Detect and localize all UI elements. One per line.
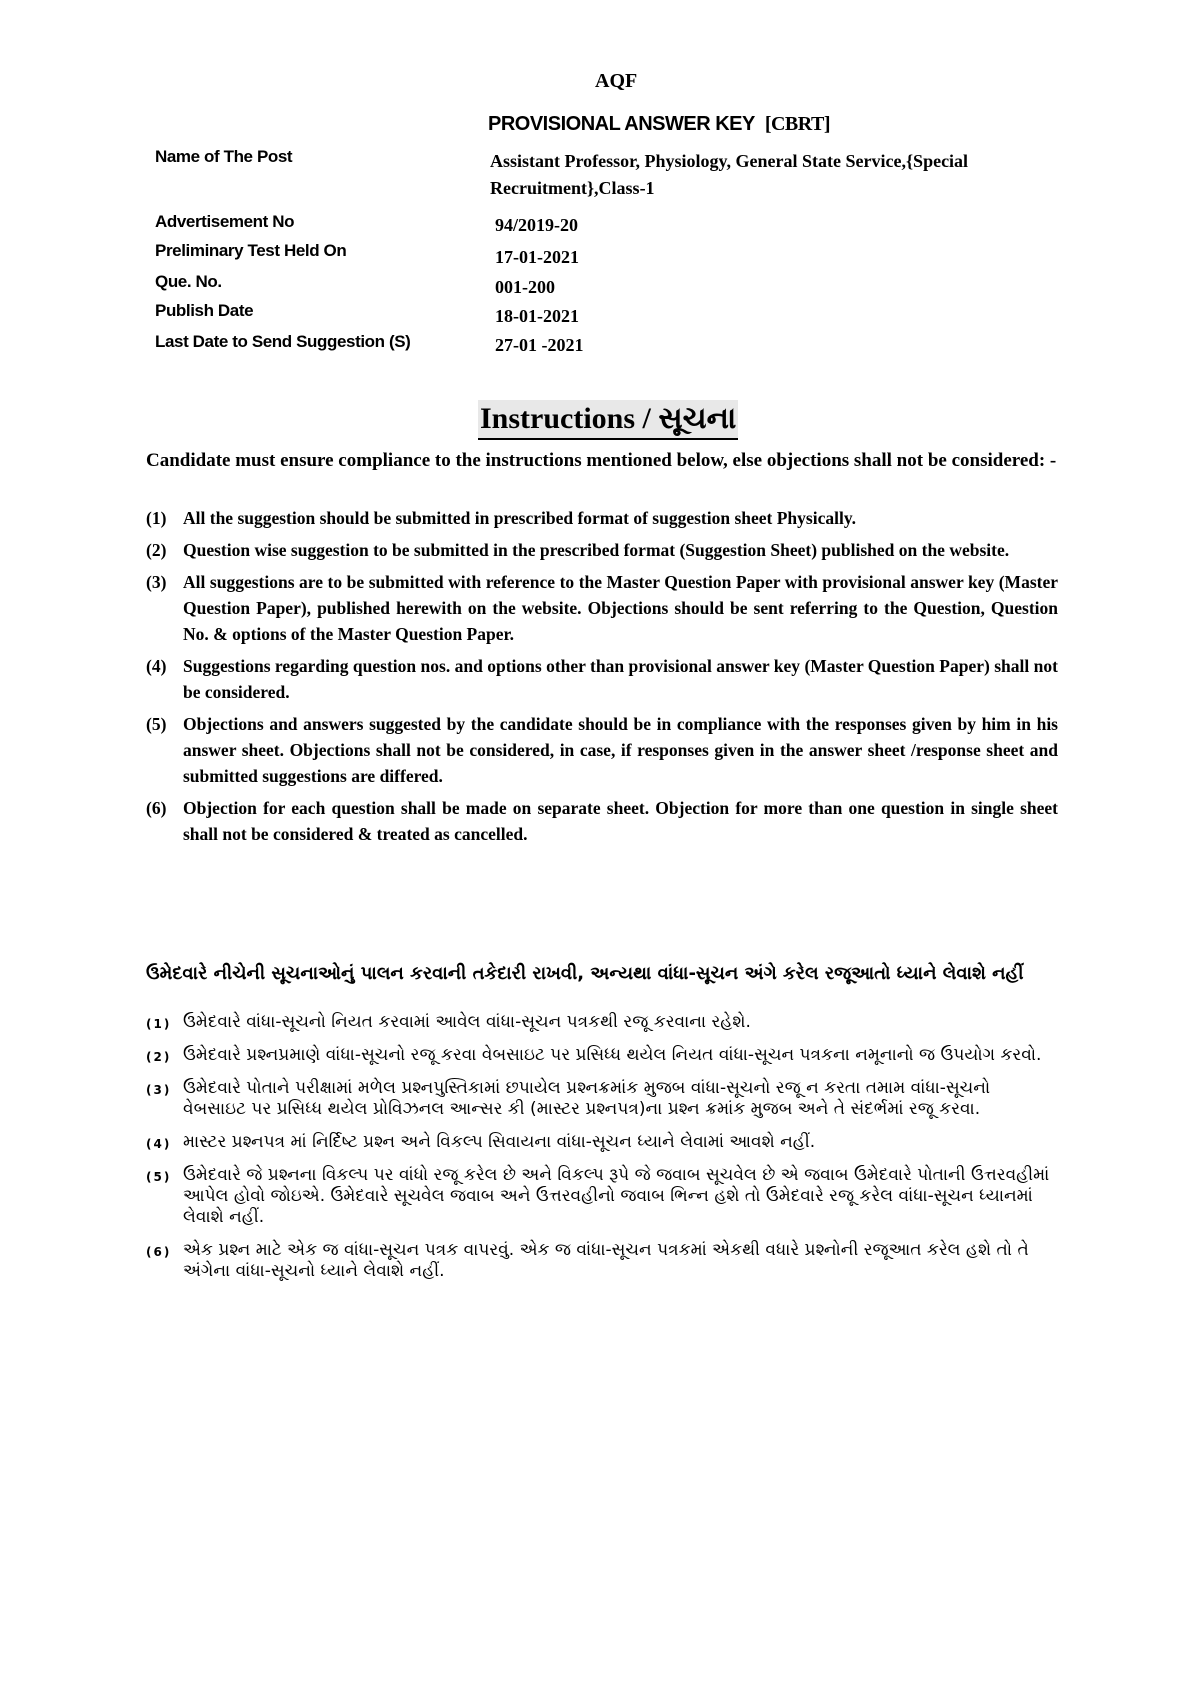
- details-value: Assistant Professor, Physiology, General State Service,{Special Recruitment},Class-1: [490, 151, 969, 198]
- gujarati-instruction-item: [146, 1078, 1058, 1120]
- details-row: [155, 241, 1085, 272]
- instruction-item: [146, 711, 1058, 789]
- gujarati-instruction-text: ઉમેદવારે પોતાને પરીક્ષામાં મળેલ પ્રશ્નપુસ્તિકામાં છપાયેલ પ્રશ્નક્રમાંક મુજબ વાંધા-સૂચનો રજૂ ન કરતા તમામ વાંધા-સૂચનો વેબસાઇટ પર પ્રસિધ્ધ થયેલ પ્રોવિઝનલ આન્સર કી (માસ્ટર પ્રશ્નપત્ર)ના પ્રશ્ન ક્રમાંક મુજબ અને તે સંદર્ભમાં રજૂ કરવા.: [183, 1078, 991, 1119]
- gujarati-instruction-text: માસ્ટર પ્રશ્નપત્ર માં નિર્દિષ્ટ પ્રશ્ન અને વિકલ્પ સિવાયના વાંધા-સૂચન ધ્યાને લેવામાં આવશે નહીં.: [183, 1132, 816, 1152]
- gujarati-instructions-heading: ઉમેદવારે નીચેની સૂચનાઓનું પાલન કરવાની તકેદારી રાખવી, અન્યથા વાંધા-સૂચન અંગે કરેલ રજૂઆતો ધ્યાને લેવાશે નહીં: [146, 963, 1024, 984]
- gujarati-instruction-text: એક પ્રશ્ન માટે એક જ વાંધા-સૂચન પત્રક વાપરવું. એક જ વાંધા-સૂચન પત્રકમાં એકથી વધારે પ્રશ્નોની રજૂઆત કરેલ હશે તો તે અંગેના વાંધા-સૂચનો ધ્યાને લેવાશે નહીં.: [183, 1240, 1029, 1281]
- gujarati-instruction-item: [146, 1045, 1058, 1066]
- gujarati-instruction-text: ઉમેદવારે વાંધા-સૂચનો નિયત કરવામાં આવેલ વાંધા-સૂચન પત્રકથી રજૂ કરવાના રહેશે.: [183, 1012, 751, 1032]
- details-table: [155, 147, 1085, 361]
- gujarati-instruction-item: [146, 1132, 1058, 1153]
- instruction-number: (3): [146, 572, 167, 592]
- gujarati-instruction-number: (4): [146, 1137, 172, 1151]
- details-value: 27-01 -2021: [495, 335, 584, 355]
- details-value: 18-01-2021: [495, 306, 579, 326]
- gujarati-instruction-text: ઉમેદવારે પ્રશ્નપ્રમાણે વાંધા-સૂચનો રજૂ કરવા વેબસાઇટ પર પ્રસિધ્ધ થયેલ નિયત વાંધા-સૂચન પત્રકના નમૂનાનો જ ઉપયોગ કરવો.: [183, 1045, 1042, 1065]
- details-value: 94/2019-20: [495, 215, 578, 235]
- details-value: 17-01-2021: [495, 247, 579, 267]
- instruction-item: [146, 569, 1058, 647]
- instruction-number: (5): [146, 714, 167, 734]
- instruction-text: Question wise suggestion to be submitted in the prescribed format (Suggestion Sheet) published on the website.: [183, 540, 1010, 560]
- details-label: Que. No.: [155, 272, 222, 291]
- instruction-text: All the suggestion should be submitted in prescribed format of suggestion sheet Physically.: [183, 508, 856, 528]
- gujarati-instruction-number: (3): [146, 1083, 172, 1097]
- details-row: [155, 332, 1085, 361]
- details-row: [155, 147, 1085, 212]
- gujarati-instruction-number: (6): [146, 1245, 172, 1259]
- details-value: 001-200: [495, 277, 555, 297]
- instruction-item: [146, 537, 1058, 563]
- instruction-item: [146, 795, 1058, 847]
- gujarati-instruction-item: [146, 1165, 1058, 1228]
- gujarati-instructions-list: [146, 1012, 1058, 1294]
- instruction-item: [146, 653, 1058, 705]
- instruction-number: (1): [146, 508, 167, 528]
- gujarati-instruction-text: ઉમેદવારે જે પ્રશ્નના વિકલ્પ પર વાંધો રજૂ કરેલ છે અને વિકલ્પ રૂપે જે જવાબ સૂચવેલ છે એ જવાબ ઉમેદવારે પોતાની ઉત્તરવહીમાં આપેલ હોવો જોઇએ. ઉમેદવારે સૂચવેલ જવાબ અને ઉત્તરવહીનો જવાબ ભિન્ન હશે તો ઉમેદવારે રજૂ કરેલ વાંધા-સૂચન ધ્યાનમાં લેવાશે નહીં.: [183, 1165, 1050, 1227]
- instruction-number: (4): [146, 656, 167, 676]
- instruction-number: (2): [146, 540, 167, 560]
- document-title: [488, 113, 830, 136]
- gujarati-instruction-item: [146, 1240, 1058, 1282]
- instruction-text: Objection for each question shall be made on separate sheet. Objection for more than one question in single sheet shall not be considered & treated as cancelled.: [183, 798, 1058, 844]
- instruction-text: Suggestions regarding question nos. and options other than provisional answer key (Master Question Paper) shall not be considered.: [183, 656, 1058, 702]
- gujarati-instruction-number: (2): [146, 1050, 172, 1064]
- details-label: Publish Date: [155, 301, 254, 320]
- details-label: Preliminary Test Held On: [155, 241, 347, 260]
- gujarati-instruction-item: [146, 1012, 1058, 1033]
- instruction-number: (6): [146, 798, 167, 818]
- instructions-intro: Candidate must ensure compliance to the instructions mentioned below, else objections shall not be considered: -: [146, 450, 1057, 471]
- instruction-text: Objections and answers suggested by the candidate should be in compliance with the responses given by him in his answer sheet. Objections shall not be considered, in case, if responses given in the answer sheet /response sheet and submitted suggestions are differed.: [183, 714, 1058, 786]
- details-row: [155, 272, 1085, 301]
- title-text: PROVISIONAL ANSWER KEY: [488, 113, 755, 135]
- exam-mode: [CBRT]: [764, 113, 830, 135]
- gujarati-instruction-number: (5): [146, 1170, 172, 1184]
- details-label: Last Date to Send Suggestion (S): [155, 332, 411, 351]
- instruction-text: All suggestions are to be submitted with reference to the Master Question Paper with provisional answer key (Master Question Paper), published herewith on the website. Objections should be sent referring to the Question, Question No. & options of the Master Question Paper.: [183, 572, 1058, 644]
- instructions-heading: Instructions / સૂચના: [478, 400, 738, 440]
- gujarati-instruction-number: (1): [146, 1017, 172, 1031]
- exam-code: AQF: [595, 70, 638, 92]
- details-row: [155, 212, 1085, 241]
- instructions-list: [146, 505, 1058, 853]
- details-label: Advertisement No: [155, 212, 295, 231]
- details-row: [155, 301, 1085, 332]
- instruction-item: [146, 505, 1058, 531]
- details-label: Name of The Post: [155, 147, 293, 166]
